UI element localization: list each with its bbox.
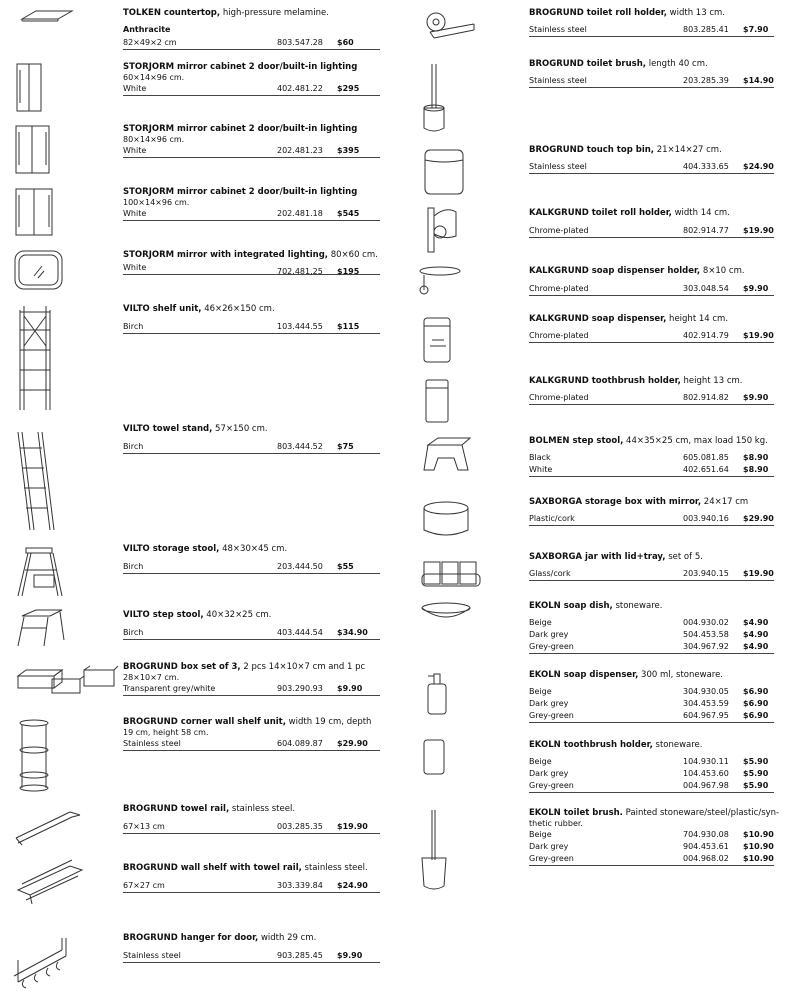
product-saxborga-storage-box: SAXBORGA storage box with mirror, 24×17 cm Plastic/cork 003.940.16 $29.90 xyxy=(529,497,774,526)
product-brogrund-toilet-roll-holder: BROGRUND toilet roll holder, width 13 cm. Stainless steel 803.285.41 $7.90 xyxy=(529,8,774,37)
shelf-unit-illustration xyxy=(20,306,50,410)
mirror-cabinet-illustration xyxy=(16,126,49,173)
product-saxborga-jar: SAXBORGA jar with lid+tray, set of 5. Glass/cork 203.940.15 $19.90 xyxy=(529,552,774,581)
variant-row: Stainless steel 404.333.65 $24.90 xyxy=(529,161,774,174)
product-vilto-shelf-unit: VILTO shelf unit, 46×26×150 cm. Birch 103.444.55 $115 xyxy=(123,304,380,334)
product-tolken-countertop xyxy=(123,8,380,50)
variant-row: White 202.481.18 $545 xyxy=(123,208,380,221)
variant-row: Stainless steel 803.285.41 $7.90 xyxy=(529,24,774,37)
variant-row: Dark grey 904.453.61 $10.90 xyxy=(529,842,774,851)
product-kalkgrund-toothbrush-holder: KALKGRUND toothbrush holder, height 13 cm. Chrome-plated 802.914.82 $9.90 xyxy=(529,376,774,405)
door-hanger-illustration xyxy=(14,938,66,988)
variant-row: Glass/cork 203.940.15 $19.90 xyxy=(529,568,774,581)
variant-row: Beige 104.930.11 $5.90 xyxy=(529,757,769,766)
product-vilto-step-stool: VILTO step stool, 40×32×25 cm. Birch 403.444.54 $34.90 xyxy=(123,610,380,640)
variant-row: Grey-green 004.968.02 $10.90 xyxy=(529,853,774,866)
product-bolmen-step-stool: BOLMEN step stool, 44×35×25 cm, max load 150 kg. Black 605.081.85 $8.90 White 402.651.64 $8.90 xyxy=(529,436,774,477)
kalkgrund-roll-holder-illustration xyxy=(428,208,456,252)
toothbrush-holder-illustration xyxy=(426,380,448,422)
product-ekoln-soap-dish: EKOLN soap dish, stoneware. Beige 004.930.02 $4.90 Dark grey 504.453.58 $4.90 Grey-green 304.967.92 $4.90 xyxy=(529,601,774,654)
ekoln-dispenser-illustration xyxy=(428,674,446,714)
variant-row: 82×49×2 cm 803.547.28 $60 xyxy=(123,37,380,50)
variant-row: Chrome-plated 802.914.82 $9.90 xyxy=(529,392,774,405)
variant-row: 67×13 cm 003.285.35 $19.90 xyxy=(123,821,380,834)
countertop-illustration xyxy=(22,11,72,21)
variant-row: Black 605.081.85 $8.90 xyxy=(529,453,769,462)
variant-row: Chrome-plated 802.914.77 $19.90 xyxy=(529,225,774,238)
variant-row: Plastic/cork 003.940.16 $29.90 xyxy=(529,513,774,526)
step-stool-illustration xyxy=(18,610,64,646)
variant-row: Dark grey 504.453.58 $4.90 xyxy=(529,630,769,639)
variant-row: Birch 403.444.54 $34.90 xyxy=(123,627,380,640)
variant-row: Dark grey 304.453.59 $6.90 xyxy=(529,699,769,708)
product-brogrund-towel-rail: BROGRUND towel rail, stainless steel. 67×13 cm 003.285.35 $19.90 xyxy=(123,804,380,834)
ekoln-toilet-brush-illustration xyxy=(422,810,446,889)
variant-row: Beige 004.930.02 $4.90 xyxy=(529,618,769,627)
variant-row: Grey-green 304.967.92 $4.90 xyxy=(529,641,774,654)
product-storjorm-cabinet-80: STORJORM mirror cabinet 2 door/built-in lighting 80×14×96 cm. White 202.481.23 $395 xyxy=(123,124,380,158)
box-set-illustration xyxy=(18,666,118,693)
soap-dispenser-illustration xyxy=(424,318,450,362)
product-brogrund-wall-shelf: BROGRUND wall shelf with towel rail, stainless steel. 67×27 cm 303.339.84 $24.90 xyxy=(123,863,380,893)
variant-row: Dark grey 104.453.60 $5.90 xyxy=(529,769,769,778)
product-ekoln-toothbrush-holder: EKOLN toothbrush holder, stoneware. Beige 104.930.11 $5.90 Dark grey 104.453.60 $5.90 Grey-green 004.967.98 $5.90 xyxy=(529,740,774,793)
jar-set-illustration xyxy=(422,562,480,586)
product-brogrund-bin: BROGRUND touch top bin, 21×14×27 cm. Stainless steel 404.333.65 $24.90 xyxy=(529,145,774,174)
product-storjorm-cabinet-60: STORJORM mirror cabinet 2 door/built-in lighting 60×14×96 cm. White 402.481.22 $295 xyxy=(123,62,380,96)
product-name: TOLKEN countertop, xyxy=(123,8,221,18)
variant-row: Birch 803.444.52 $75 xyxy=(123,441,380,454)
storage-box-illustration xyxy=(424,502,468,535)
soap-holder-illustration xyxy=(420,267,460,294)
variant-row: White 702.481.25 $195 xyxy=(123,262,380,275)
product-desc: high-pressure melamine. xyxy=(220,8,329,18)
variant-row: White 402.651.64 $8.90 xyxy=(529,464,774,477)
bin-illustration xyxy=(425,150,463,194)
mirror-illustration xyxy=(15,251,62,289)
product-kalkgrund-toilet-roll-holder: KALKGRUND toilet roll holder, width 14 cm. Chrome-plated 802.914.77 $19.90 xyxy=(529,208,774,238)
product-kalkgrund-soap-dispenser: KALKGRUND soap dispenser, height 14 cm. Chrome-plated 402.914.79 $19.90 xyxy=(529,314,774,343)
variant-row: Stainless steel 903.285.45 $9.90 xyxy=(123,950,380,963)
towel-stand-illustration xyxy=(18,432,54,530)
variant-row: Birch 203.444.50 $55 xyxy=(123,561,380,574)
towel-rail-illustration xyxy=(16,812,80,845)
product-storjorm-mirror: STORJORM mirror with integrated lighting, 80×60 cm. White 702.481.25 $195 xyxy=(123,250,380,275)
product-storjorm-cabinet-100: STORJORM mirror cabinet 2 door/built-in lighting 100×14×96 cm. White 202.481.18 $545 xyxy=(123,187,380,221)
product-brogrund-toilet-brush: BROGRUND toilet brush, length 40 cm. Stainless steel 203.285.39 $14.90 xyxy=(529,59,774,88)
variant-row: White 402.481.22 $295 xyxy=(123,83,380,96)
variant-row: Birch 103.444.55 $115 xyxy=(123,321,380,334)
product-color: Anthracite xyxy=(123,25,171,34)
bolmen-stool-illustration xyxy=(424,438,470,470)
product-ekoln-toilet-brush: EKOLN toilet brush. Painted stoneware/steel/plastic/syn- thetic rubber. Beige 704.930.08 $10.90 Dark grey 904.453.61 $10.90 Grey-green 004.968.02 $10.90 xyxy=(529,808,779,866)
variant-row: Beige 304.930.05 $6.90 xyxy=(529,687,769,696)
soap-dish-illustration xyxy=(422,603,470,617)
variant-row: Stainless steel 604.089.87 $29.90 xyxy=(123,738,380,751)
variant-row: 67×27 cm 303.339.84 $24.90 xyxy=(123,880,380,893)
variant-row: Grey-green 604.967.95 $6.90 xyxy=(529,710,774,723)
product-brogrund-hanger: BROGRUND hanger for door, width 29 cm. Stainless steel 903.285.45 $9.90 xyxy=(123,933,380,963)
variant-row: Chrome-plated 402.914.79 $19.90 xyxy=(529,330,774,343)
product-vilto-storage-stool: VILTO storage stool, 48×30×45 cm. Birch 203.444.50 $55 xyxy=(123,544,380,574)
variant-row: Chrome-plated 303.048.54 $9.90 xyxy=(529,283,774,296)
product-brogrund-box-set: BROGRUND box set of 3, 2 pcs 14×10×7 cm and 1 pc 28×10×7 cm. Transparent grey/white 903.290.93 $9.90 xyxy=(123,662,380,696)
variant-row: Stainless steel 203.285.39 $14.90 xyxy=(529,75,774,88)
toilet-roll-holder-illustration xyxy=(427,13,474,38)
variant-row: Grey-green 004.967.98 $5.90 xyxy=(529,780,774,793)
product-brogrund-corner-shelf: BROGRUND corner wall shelf unit, width 19 cm, depth 19 cm, height 58 cm. Stainless steel 604.089.87 $29.90 xyxy=(123,717,380,751)
variant-row: White 202.481.23 $395 xyxy=(123,145,380,158)
wall-shelf-illustration xyxy=(18,860,82,904)
product-ekoln-soap-dispenser: EKOLN soap dispenser, 300 ml, stoneware. Beige 304.930.05 $6.90 Dark grey 304.453.59 $6.90 Grey-green 604.967.95 $6.90 xyxy=(529,670,774,723)
ekoln-holder-illustration xyxy=(424,740,444,774)
storage-stool-illustration xyxy=(18,548,62,596)
corner-shelf-illustration xyxy=(20,720,48,791)
product-kalkgrund-soap-holder: KALKGRUND soap dispenser holder, 8×10 cm. Chrome-plated 303.048.54 $9.90 xyxy=(529,266,774,296)
product-vilto-towel-stand: VILTO towel stand, 57×150 cm. Birch 803.444.52 $75 xyxy=(123,424,380,454)
toilet-brush-illustration xyxy=(424,64,444,131)
mirror-cabinet-illustration xyxy=(17,64,41,111)
variant-row: Transparent grey/white 903.290.93 $9.90 xyxy=(123,683,380,696)
mirror-cabinet-illustration xyxy=(16,189,52,235)
variant-row: Beige 704.930.08 $10.90 xyxy=(529,830,774,839)
